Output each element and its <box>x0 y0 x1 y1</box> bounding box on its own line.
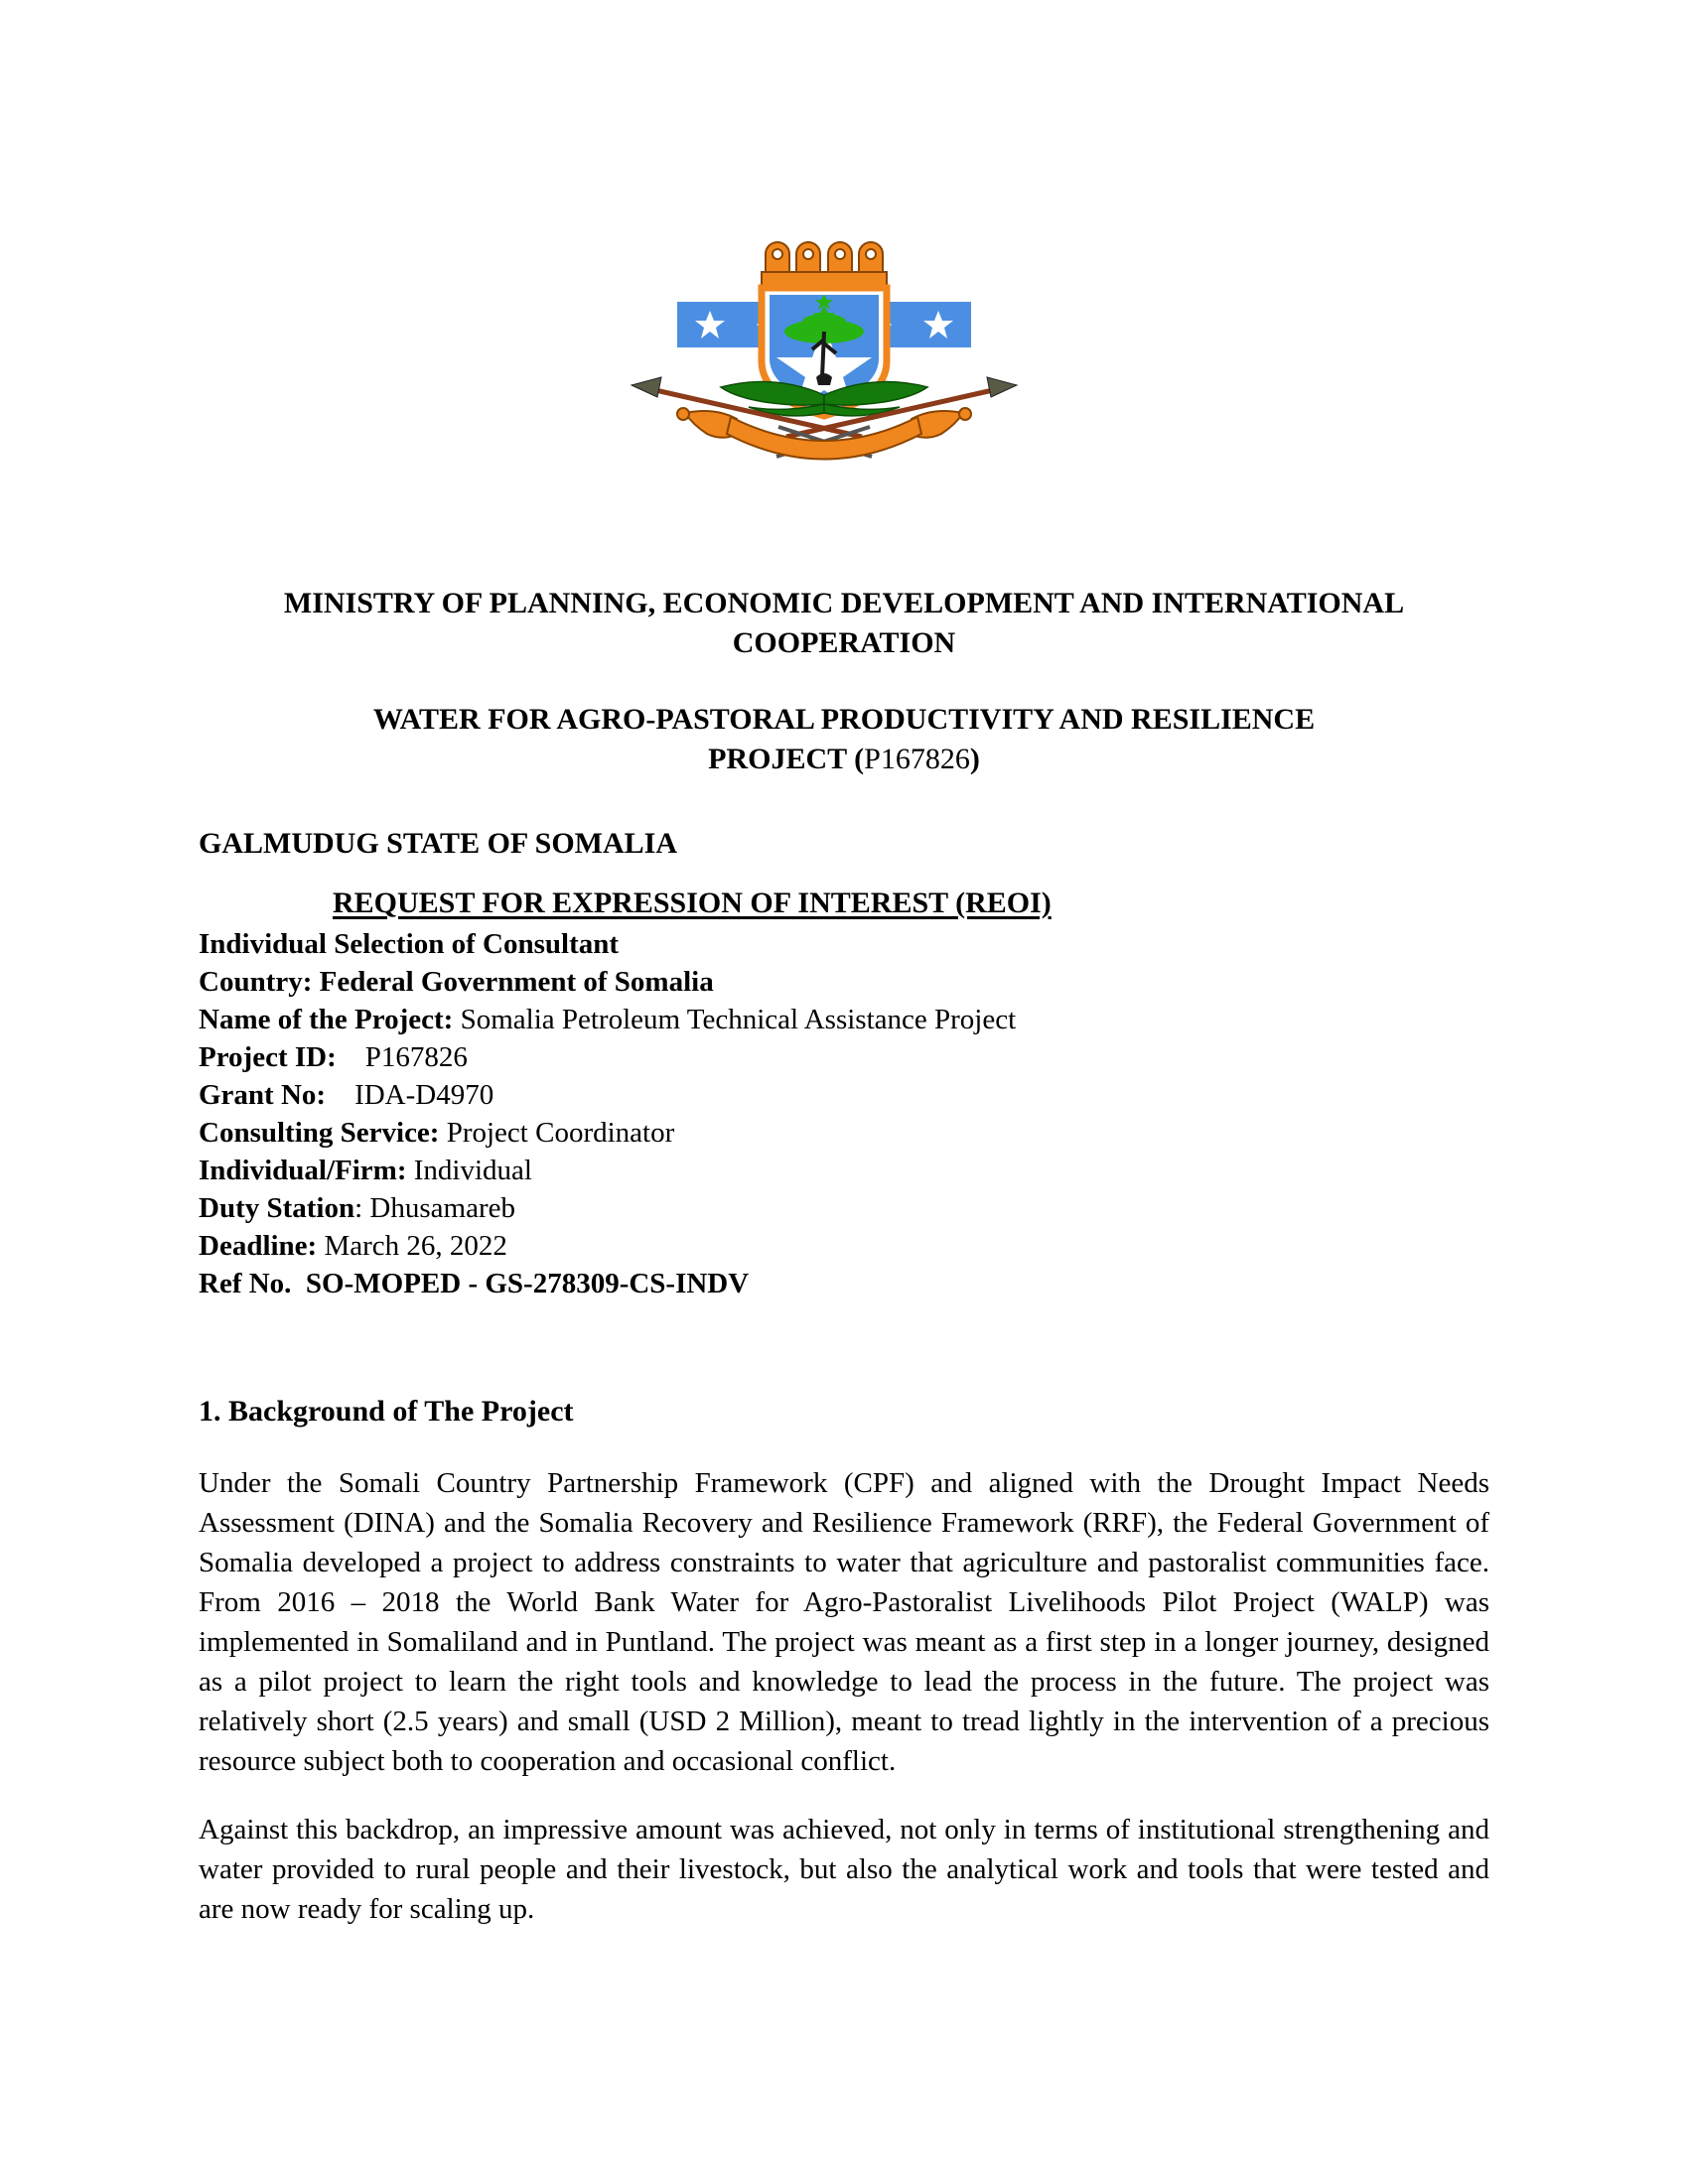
detail-label: Ref No. <box>199 1268 292 1299</box>
detail-row <box>199 1001 1489 1038</box>
reoi-heading-text: REQUEST FOR EXPRESSION OF INTEREST (REOI) <box>333 887 1052 919</box>
detail-row <box>199 1189 1489 1227</box>
detail-label: Duty Station <box>199 1192 355 1224</box>
detail-value: March 26, 2022 <box>317 1230 507 1262</box>
project-title-line2 <box>199 740 1489 779</box>
project-title-suffix: ) <box>969 743 980 775</box>
project-title <box>199 700 1489 779</box>
detail-row <box>199 1265 1489 1302</box>
detail-value: Somalia Petroleum Technical Assistance Project <box>453 1004 1017 1035</box>
galmudug-emblem <box>626 228 1023 467</box>
detail-row <box>199 1114 1489 1152</box>
background-section-heading: 1. Background of The Project <box>199 1395 574 1428</box>
coat-of-arms-icon <box>626 228 1023 467</box>
detail-value: Project Coordinator <box>439 1117 675 1149</box>
document-body <box>0 584 1688 1929</box>
detail-value: Individual <box>406 1155 532 1186</box>
reoi-details <box>199 925 1489 1302</box>
detail-row <box>199 963 1489 1001</box>
ministry-title-line2: COOPERATION <box>732 626 956 659</box>
detail-label: Project ID: <box>199 1041 337 1073</box>
project-id-inline: P167826 <box>864 743 970 775</box>
ministry-title-line1: MINISTRY OF PLANNING, ECONOMIC DEVELOPMENT AND INTERNATIONAL <box>283 587 1405 619</box>
detail-value: P167826 <box>336 1041 468 1073</box>
detail-row <box>199 925 1489 963</box>
project-title-line1: WATER FOR AGRO-PASTORAL PRODUCTIVITY AND RESILIENCE <box>372 703 1316 736</box>
detail-label: Country: Federal Government of Somalia <box>199 966 714 998</box>
detail-row <box>199 1038 1489 1076</box>
detail-label: Individual Selection of Consultant <box>199 928 620 960</box>
state-title: GALMUDUG STATE OF SOMALIA <box>199 827 677 860</box>
detail-label: Deadline: <box>199 1230 318 1262</box>
detail-label: Name of the Project: <box>199 1004 454 1035</box>
detail-label: Individual/Firm: <box>199 1155 407 1186</box>
detail-row <box>199 1152 1489 1189</box>
detail-value: IDA-D4970 <box>326 1079 494 1111</box>
ministry-title <box>199 584 1489 663</box>
detail-row <box>199 1076 1489 1114</box>
detail-value: : Dhusamareb <box>354 1192 515 1224</box>
background-paragraph-2: Against this backdrop, an impressive amount was achieved, not only in terms of institutional strengthening and water provided to rural people and their livestock, but also the analytical work and tools that were tested and are now ready for scaling up. <box>199 1814 1489 1925</box>
detail-label: Consulting Service: <box>199 1117 440 1149</box>
detail-label: Grant No: <box>199 1079 327 1111</box>
project-title-prefix: PROJECT ( <box>708 743 865 775</box>
detail-value: SO-MOPED - GS-278309-CS-INDV <box>291 1268 750 1299</box>
background-paragraph-1: Under the Somali Country Partnership Framework (CPF) and aligned with the Drought Impact Needs Assessment (DINA) and the Somalia Recovery and Resilience Framework (RRF), the Federal Government of Somalia developed a project to address constraints to water that agriculture and pastoralist communities face. From 2016 – 2018 the World Bank Water for Agro-Pastoralist Livelihoods Pilot Project (WALP) was implemented in Somaliland and in Puntland. The project was meant as a first step in a longer journey, designed as a pilot project to learn the right tools and knowledge to lead the process in the future. The project was relatively short (2.5 years) and small (USD 2 Million), meant to tread lightly in the intervention of a precious resource subject both to cooperation and occasional conflict. <box>199 1467 1489 1777</box>
reoi-heading <box>199 884 1489 923</box>
detail-row <box>199 1227 1489 1265</box>
